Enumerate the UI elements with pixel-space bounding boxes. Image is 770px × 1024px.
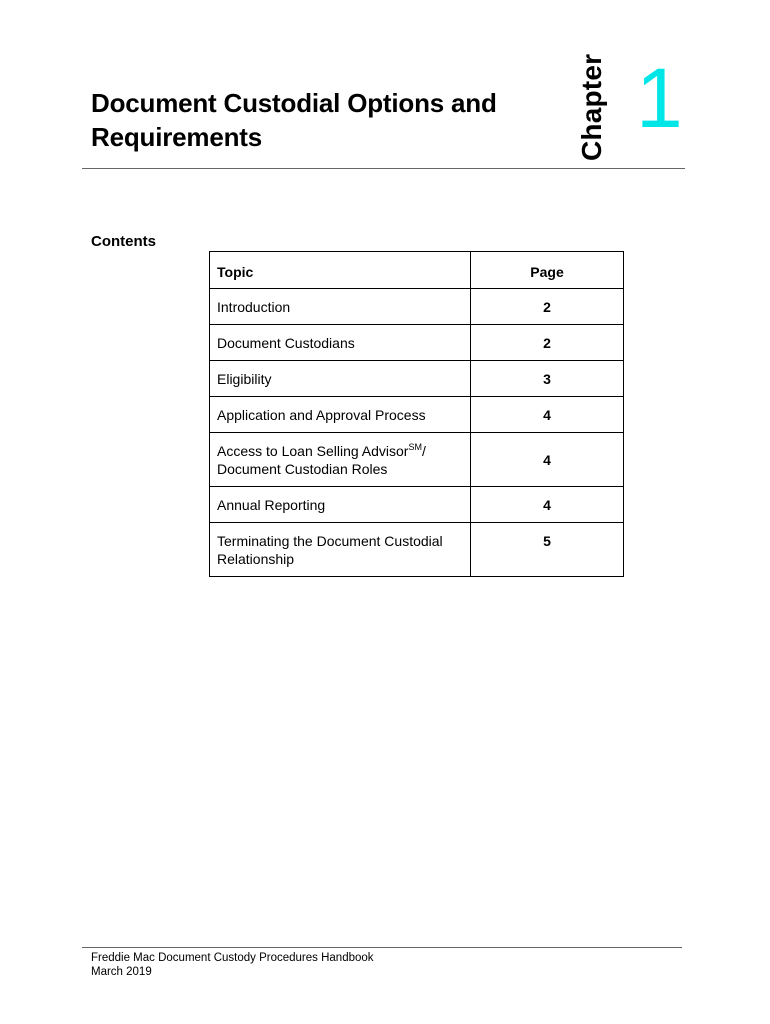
topic-line-1-tail: / <box>421 443 426 459</box>
footer <box>91 951 374 979</box>
footer-date: March 2019 <box>91 966 152 978</box>
topic-cell: Application and Approval Process <box>210 397 471 433</box>
table-row <box>210 433 624 487</box>
page-cell: 4 <box>471 397 624 433</box>
page-cell: 4 <box>471 433 624 487</box>
page-title-line-2: Requirements <box>91 122 262 152</box>
page-title <box>91 86 561 154</box>
table-row <box>210 361 624 397</box>
service-mark: SM <box>408 442 422 452</box>
page-column-header: Page <box>471 252 624 289</box>
header-divider <box>82 168 685 169</box>
table-row <box>210 289 624 325</box>
table-row <box>210 523 624 577</box>
footer-divider <box>82 947 682 948</box>
topic-cell: Document Custodians <box>210 325 471 361</box>
contents-table <box>209 251 624 577</box>
topic-line-2: Relationship <box>217 551 295 567</box>
topic-cell: Eligibility <box>210 361 471 397</box>
topic-cell <box>210 523 471 577</box>
footer-handbook-title: Freddie Mac Document Custody Procedures Handbook <box>91 952 374 964</box>
page-cell: 3 <box>471 361 624 397</box>
page-title-line-1: Document Custodial Options and <box>91 88 497 118</box>
table-row <box>210 325 624 361</box>
chapter-number: 1 <box>636 51 683 145</box>
contents-label: Contents <box>91 233 156 250</box>
topic-line-2: Document Custodian Roles <box>217 461 388 477</box>
page-cell: 4 <box>471 487 624 523</box>
page-cell: 5 <box>471 523 624 577</box>
topic-line-1: Access to Loan Selling Advisor <box>217 443 409 459</box>
contents-header-row <box>210 252 624 289</box>
topic-cell: Introduction <box>210 289 471 325</box>
chapter-label: Chapter <box>576 53 607 161</box>
page-cell: 2 <box>471 289 624 325</box>
table-row <box>210 487 624 523</box>
page-cell: 2 <box>471 325 624 361</box>
topic-column-header: Topic <box>210 252 471 289</box>
topic-line-1: Terminating the Document Custodial <box>217 533 443 549</box>
topic-cell <box>210 433 471 487</box>
topic-cell: Annual Reporting <box>210 487 471 523</box>
table-row <box>210 397 624 433</box>
